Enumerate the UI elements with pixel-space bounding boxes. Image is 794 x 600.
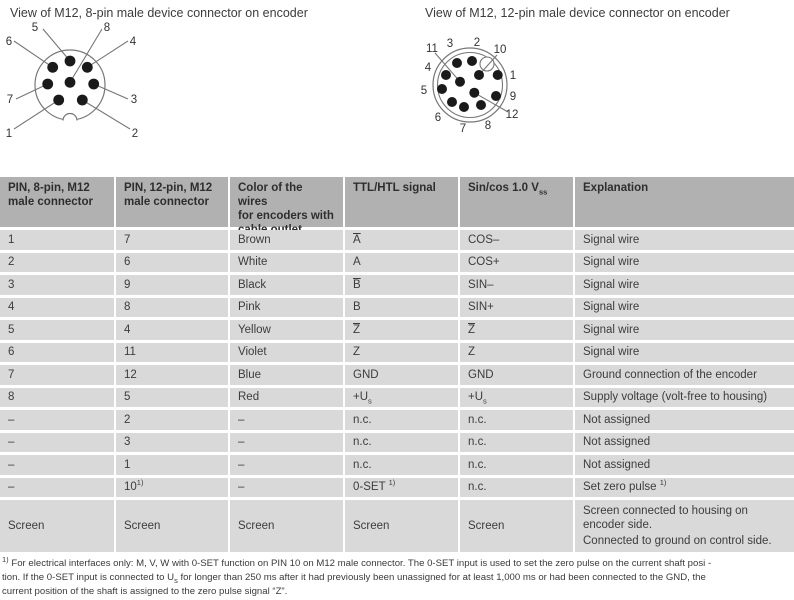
table-cell: Not assigned: [575, 410, 794, 430]
table-cell: –: [0, 455, 114, 475]
pin-label: 6: [434, 112, 442, 125]
pin-label: 1: [509, 70, 517, 83]
pin-label: 7: [6, 94, 14, 107]
table-cell: Signal wire: [575, 275, 794, 295]
table-cell: –: [0, 478, 114, 498]
table-cell: –: [230, 455, 343, 475]
table-cell: 2: [116, 410, 228, 430]
table-cell: n.c.: [460, 433, 573, 453]
table-cell: n.c.: [460, 410, 573, 430]
pin-label: 3: [446, 38, 454, 51]
table-cell: 5: [0, 320, 114, 340]
pin-label: 4: [424, 62, 432, 75]
pin-label: 12: [505, 109, 519, 122]
column-header: TTL/HTL signal: [345, 177, 458, 227]
table-cell: 6: [0, 343, 114, 363]
table-cell: 1: [116, 455, 228, 475]
table-cell: Z: [460, 343, 573, 363]
table-cell: –: [0, 433, 114, 453]
table-cell: Signal wire: [575, 253, 794, 273]
table-cell: Screen: [345, 500, 458, 552]
pin-label: 6: [5, 36, 13, 49]
column-header: PIN, 8-pin, M12 male connector: [0, 177, 114, 227]
table-cell: 7: [0, 365, 114, 385]
table-cell: 11: [116, 343, 228, 363]
footnote-line: current position of the shaft is assigned to the zero pulse signal “Z”.: [2, 586, 288, 597]
table-cell: White: [230, 253, 343, 273]
pin-label: 2: [473, 37, 481, 50]
pin-label: 3: [130, 94, 138, 107]
diagram-title-12pin: View of M12, 12-pin male device connector on encoder: [425, 6, 730, 20]
table-cell: Ground connection of the encoder: [575, 365, 794, 385]
pin-label: 9: [509, 91, 517, 104]
table-cell: Signal wire: [575, 320, 794, 340]
table-cell: Screen: [0, 500, 114, 552]
table-cell: Screen: [460, 500, 573, 552]
pin-label: 8: [103, 22, 111, 35]
table-cell: Blue: [230, 365, 343, 385]
column-header: Color of the wires for encoders with: [230, 177, 343, 227]
table-cell: GND: [460, 365, 573, 385]
table-cell: Screen: [230, 500, 343, 552]
table-cell: –: [230, 478, 343, 498]
table-cell: n.c.: [345, 410, 458, 430]
connector-diagram-8pin: [0, 20, 160, 160]
table-cell: Signal wire: [575, 298, 794, 318]
table-cell: $+U_s$: [345, 388, 458, 408]
table-cell: Z: [345, 343, 458, 363]
table-cell: Pink: [230, 298, 343, 318]
table-cell: 9: [116, 275, 228, 295]
table-cell: Signal wire: [575, 343, 794, 363]
table-cell: Supply voltage (volt-free to housing): [575, 388, 794, 408]
table-cell: 1: [0, 230, 114, 250]
table-cell: n.c.: [460, 478, 573, 498]
table-cell: 8: [116, 298, 228, 318]
pin-label: 8: [484, 120, 492, 133]
column-header: PIN, 12-pin, M12 male connector: [116, 177, 228, 227]
table-cell: Not assigned: [575, 433, 794, 453]
diagram-title-8pin: View of M12, 8-pin male device connector on encoder: [10, 6, 308, 20]
table-cell: SIN–: [460, 275, 573, 295]
table-cell: Signal wire: [575, 230, 794, 250]
table-cell: 2: [0, 253, 114, 273]
pin-label: 5: [420, 85, 428, 98]
table-cell: COS+: [460, 253, 573, 273]
pin-label: 1: [5, 128, 13, 141]
footnote: [2, 557, 792, 599]
table-cell: 4: [0, 298, 114, 318]
table-cell: 8: [0, 388, 114, 408]
table-cell: Red: [230, 388, 343, 408]
table-cell: 3: [116, 433, 228, 453]
pin-label: 10: [493, 44, 507, 57]
table-cell: –: [0, 410, 114, 430]
table-cell: 4: [116, 320, 228, 340]
connector-diagram-12pin: [405, 33, 530, 138]
table-cell: –: [230, 433, 343, 453]
table-cell: $\overline{Z}$: [460, 320, 573, 340]
footnote-line: tion. If the 0-SET input is connected to $U_s$ for longer than 250 ms after it had previously been unassigned for at least 1,000 ms or had been connected to the GND, the: [2, 572, 706, 585]
column-header: Sin/cos 1.0 $V_{ss}$: [460, 177, 573, 227]
pin-table: [0, 177, 794, 552]
table-cell: Not assigned: [575, 455, 794, 475]
table-cell: Screen connected to housing on encoder side. Connected to ground on control side.: [575, 500, 794, 552]
keyway-circle: [480, 57, 494, 71]
table-cell: 12: [116, 365, 228, 385]
column-header: Explanation: [575, 177, 794, 227]
pin-label: 7: [459, 123, 467, 136]
pin-label: 2: [131, 128, 139, 141]
table-cell: n.c.: [460, 455, 573, 475]
table-cell: 7: [116, 230, 228, 250]
table-cell: –: [230, 410, 343, 430]
table-cell: 3: [0, 275, 114, 295]
table-cell: 0-SET $^{1)}$: [345, 478, 458, 498]
table-cell: Yellow: [230, 320, 343, 340]
table-cell: Screen: [116, 500, 228, 552]
table-cell: $+U_s$: [460, 388, 573, 408]
table-cell: B: [345, 298, 458, 318]
table-cell: 10$^{1)}$: [116, 478, 228, 498]
table-cell: A: [345, 253, 458, 273]
table-cell: Set zero pulse $^{1)}$: [575, 478, 794, 498]
table-cell: Violet: [230, 343, 343, 363]
table-cell: GND: [345, 365, 458, 385]
table-cell: COS–: [460, 230, 573, 250]
table-cell: n.c.: [345, 433, 458, 453]
table-cell: n.c.: [345, 455, 458, 475]
table-cell: $\overline{B}$: [345, 275, 458, 295]
pin-label: 5: [31, 22, 39, 35]
pin-label: 11: [426, 43, 438, 56]
table-cell: SIN+: [460, 298, 573, 318]
pin-label: 4: [129, 36, 137, 49]
table-cell: $\overline{Z}$: [345, 320, 458, 340]
table-cell: Black: [230, 275, 343, 295]
table-cell: 6: [116, 253, 228, 273]
table-cell: $\overline{A}$: [345, 230, 458, 250]
table-cell: Brown: [230, 230, 343, 250]
table-cell: 5: [116, 388, 228, 408]
footnote-line: $^{1)}$ For electrical interfaces only: M, V, W with 0-SET function on PIN 10 on M12 male connector. The 0-SET input is used to set the zero pulse on the current shaft posi -: [2, 557, 712, 569]
